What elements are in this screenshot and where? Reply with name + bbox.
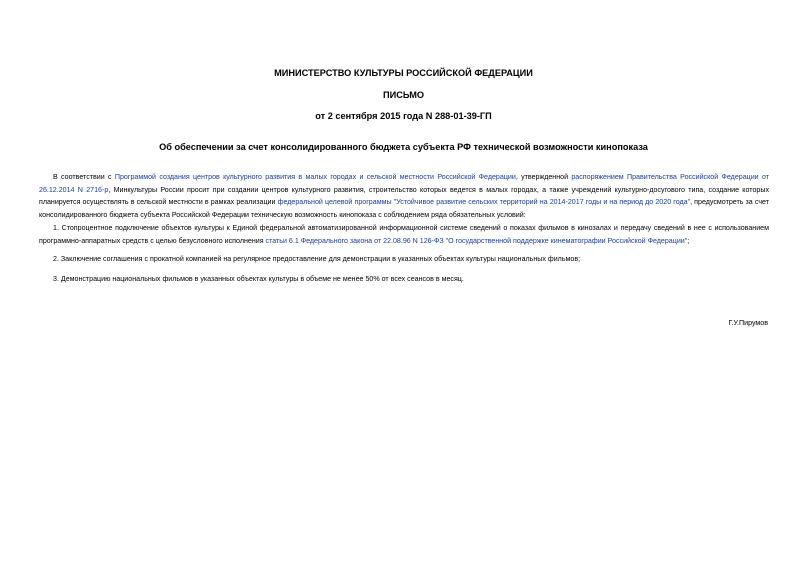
document-type-heading: ПИСЬМО bbox=[382, 90, 425, 100]
paragraph-condition-2: 2. Заключение соглашения с прокатной компанией на регулярное предоставление для демонстрации в указанных объектах культуры национальных фильмов; bbox=[53, 255, 581, 263]
link-federal-law-article[interactable]: статьи 6.1 Федерального закона от 22.08.96 N 126-ФЗ "О государственной поддержке кинематографии Российской Федерации" bbox=[265, 236, 688, 245]
link-government-order[interactable]: распоряжением Правительства Российской Федерации от 26.12.2014 N 2716-р bbox=[39, 173, 769, 194]
paragraph-text: , предусмотреть за счет консолидированного бюджета субъекта Российской Федерации техническую возможность кинопоказа с соблюдением ряда обязательных условий: bbox=[39, 198, 769, 219]
link-federal-target-program[interactable]: федеральной целевой программы "Устойчивое развитие сельских территорий на 2014-2017 годы и на период до 2020 года" bbox=[277, 198, 691, 206]
paragraph-text: ; bbox=[687, 236, 690, 245]
paragraph-text: , утвержденной bbox=[515, 173, 572, 181]
signature: Г.У.Пирумов bbox=[728, 319, 768, 327]
paragraph-condition-1 bbox=[39, 222, 769, 247]
ministry-heading: МИНИСТЕРСТВО КУЛЬТУРЫ РОССИЙСКОЙ ФЕДЕРАЦИИ bbox=[274, 68, 533, 78]
paragraph-condition-3: 3. Демонстрацию национальных фильмов в указанных объектах культуры в объеме не менее 50% от всех сеансов в месяц. bbox=[53, 275, 464, 283]
paragraph-text: 1. Стопроцентное подключение объектов культуры к Единой федеральной автоматизированной информационной системе сведений о показах фильмов в кинозалах и передачу сведений в нее с использованием программно-аппаратных средств с целью безусловного исполнения bbox=[39, 224, 769, 245]
paragraph-intro bbox=[39, 171, 769, 221]
link-program-cultural-centers[interactable]: Программой создания центров культурного развития в малых городах и сельской местности Российской Федерации bbox=[114, 173, 516, 181]
paragraph-text: В соответствии с bbox=[53, 173, 115, 181]
paragraph-text: , Минкультуры России просит при создании центров культурного развития, строительство которых ведется в малых городах, а также учреждений культурно-досугового типа, создание которых планируется осуществлять в сельской местности в рамках реализации bbox=[39, 185, 769, 206]
document-date-number: от 2 сентября 2015 года N 288-01-39-ГП bbox=[315, 111, 492, 121]
document-subject-title: Об обеспечении за счет консолидированного бюджета субъекта РФ технической возможности кинопоказа bbox=[159, 142, 648, 152]
